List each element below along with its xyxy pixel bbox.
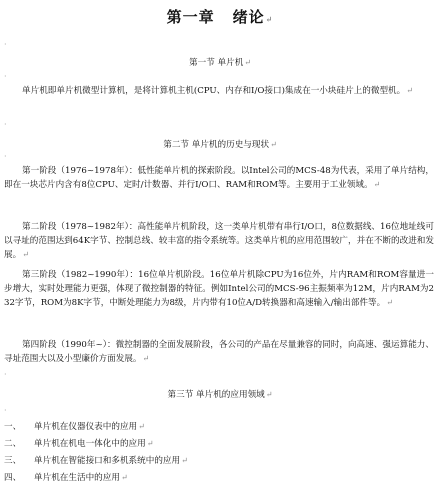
section-2-paragraph-4 (4, 338, 434, 366)
chapter-title (0, 6, 440, 27)
section-2-paragraph-4-text: 第四阶段（1990年~）：微控制器的全面发展阶段，各公司的产品在尽量兼容的同时，向高速、强运算能力、寻址范围大以及小型廉价方面发展。 (4, 340, 434, 364)
section-1-paragraph (4, 84, 434, 98)
empty-paragraph-mark-icon: · (4, 72, 7, 81)
list-item-number: 一、 (4, 422, 22, 432)
section-2-paragraph-3-text: 第三阶段（1982~1990年）：16位单片机阶段。16位单片机除CPU为16位外，片内RAM和ROM容量进一步增大，实时处理能力更强，体现了微控制器的特征。例如Intel公司的MCS-96主振频率为12M，片内RAM为232字节，ROM为8K字节，中断处理能力为8级，片内带有10位A/D转换器和高速输入/输出部件等。 (4, 270, 434, 308)
section-2-title-text: 第二节 单片机的历史与现状 (163, 140, 270, 150)
list-item-text: 单片机在智能接口和多机系统中的应用 (34, 456, 181, 466)
empty-paragraph-mark-icon: · (4, 406, 7, 415)
section-2-paragraph-2 (4, 220, 434, 262)
section-2-paragraph-1-text: 第一阶段（1976~1978年）：低性能单片机的探索阶段。以Intel公司的MCS-48为代表，采用了单片结构，即在一块芯片内含有8位CPU、定时/计数器、并行I/O口、RAM和ROM等。主要用于工业领域。 (4, 166, 434, 190)
list-item-text: 单片机在仪器仪表中的应用 (34, 422, 138, 432)
list-item-number: 二、 (4, 439, 22, 449)
paragraph-mark-icon: ↵ (265, 14, 274, 24)
section-1-title (0, 56, 440, 68)
chapter-number: 第一章 (166, 8, 215, 26)
list-item-text: 单片机在生活中的应用 (34, 473, 120, 483)
section-3-title-text: 第三节 单片机的应用领域 (167, 390, 265, 400)
paragraph-mark-icon: ↵ (265, 390, 273, 399)
section-2-paragraph-1 (4, 164, 434, 192)
empty-paragraph-mark-icon: · (4, 120, 7, 129)
list-item (4, 454, 188, 466)
paragraph-mark-icon: ↵ (244, 58, 251, 67)
section-2-paragraph-3 (4, 268, 434, 310)
section-1-paragraph-text: 单片机即单片机微型计算机，是将计算机主机(CPU、内存和I/O接口)集成在一小块硅片上的微型机。 (22, 86, 406, 96)
paragraph-mark-icon: ↵ (138, 422, 145, 431)
list-item (4, 471, 128, 483)
list-item (4, 437, 153, 449)
section-1-title-text: 第一节 单片机 (189, 58, 244, 68)
paragraph-mark-icon: ↵ (406, 86, 413, 95)
list-item (4, 420, 145, 432)
paragraph-mark-icon: ↵ (142, 354, 150, 363)
paragraph-mark-icon: ↵ (373, 180, 381, 189)
section-2-title (0, 138, 440, 150)
empty-paragraph-mark-icon: · (4, 152, 7, 161)
section-2-paragraph-2-text: 第二阶段（1978~1982年）：高性能单片机阶段，这一类单片机带有串行I/O口，8位数据线、16位地址线可以寻址的范围达到64K字节、控制总线、较丰富的指令系统等。这类单片机的应用范围较广，并在不断的改进和发展。 (4, 222, 434, 260)
paragraph-mark-icon: ↵ (386, 298, 393, 307)
section-3-title (0, 388, 440, 400)
paragraph-mark-icon: ↵ (120, 473, 128, 482)
list-item-number: 四、 (4, 473, 22, 483)
paragraph-mark-icon: ↵ (146, 439, 154, 448)
list-item-text: 单片机在机电一体化中的应用 (34, 439, 146, 449)
chapter-name: 绪论 (232, 8, 265, 26)
paragraph-mark-icon: ↵ (270, 140, 277, 149)
empty-paragraph-mark-icon: · (4, 370, 7, 379)
paragraph-mark-icon: ↵ (181, 456, 188, 465)
list-item-number: 三、 (4, 456, 22, 466)
paragraph-mark-icon: ↵ (22, 250, 29, 259)
empty-paragraph-mark-icon: · (4, 40, 7, 49)
